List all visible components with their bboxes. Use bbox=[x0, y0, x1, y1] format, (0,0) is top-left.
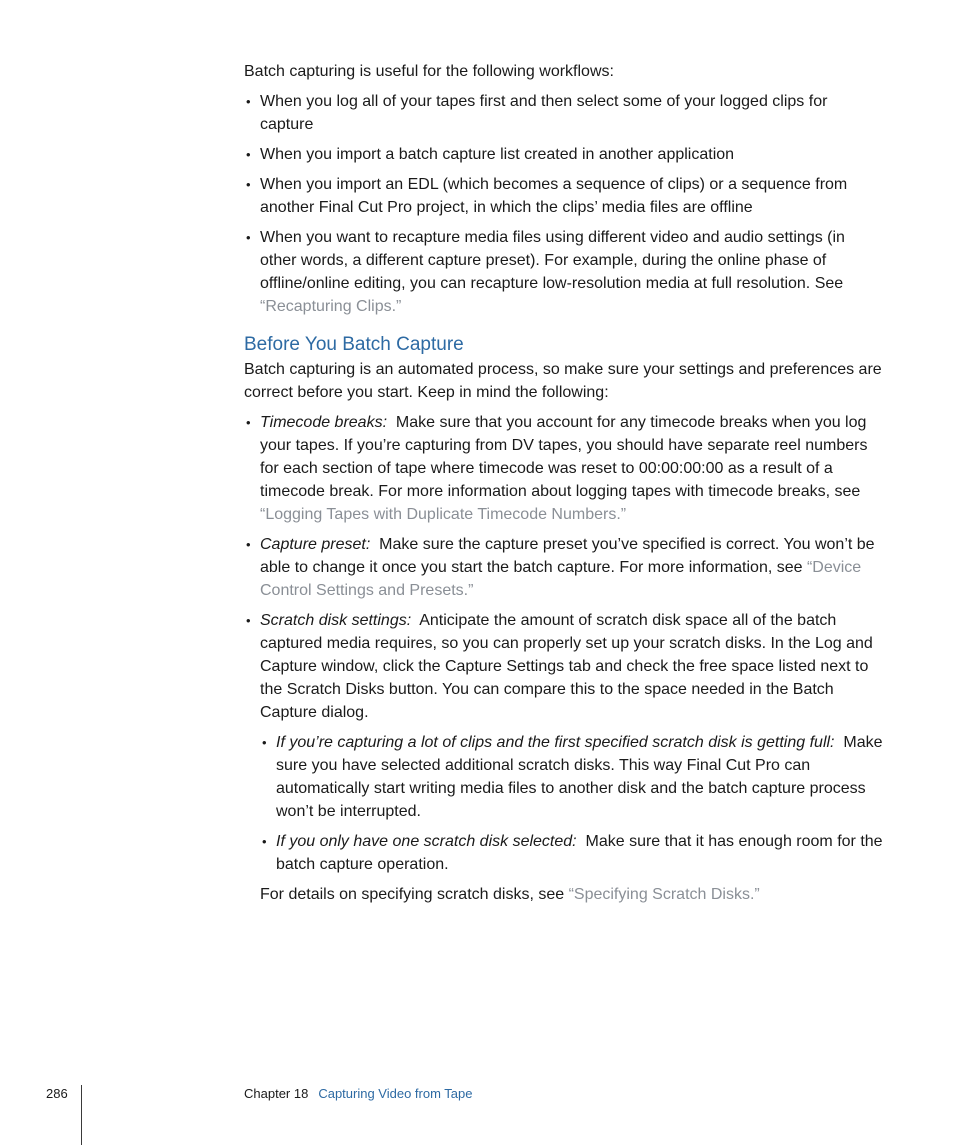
list-item: • When you import a batch capture list created in another application bbox=[244, 143, 884, 166]
intro-paragraph: Batch capturing is useful for the following workflows: bbox=[244, 63, 614, 80]
device-control-link[interactable]: “Device Control Settings and Presets.” bbox=[260, 559, 862, 599]
scratch-disks-link[interactable]: “Specifying Scratch Disks.” bbox=[568, 886, 760, 903]
list-item: • Scratch disk settings: Anticipate the amount of scratch disk space all of the batch captured media requires, so you can properly set up your scratch disks. In the Log and Capture window, click the Capture Settings tab and check the free space listed next to the Scratch Disks button. You can compare this to the space needed in the Batch Capture dialog. • If you’re capturing a lot of clips and the first specified scratch disk is getting full: Make sure you have selected additional scratch disks. This way Final Cut Pro can automatically start writing media files to another disk and the batch capture process won’t be interrupted. • If you only have one scratch disk selected: Make sure that it has enough room for the batch capture operation. For details on specifying scratch disks, see “Specifying Scratch Disks.” bbox=[244, 609, 884, 906]
list-item: • When you want to recapture media files using different video and audio settings (in other words, a different capture preset). For example, during the online phase of offline/online editing, you can recapture low-resolution media at full resolution. See “Recapturing Clips.” bbox=[244, 226, 884, 318]
list-item: • When you import an EDL (which becomes a sequence of clips) or a sequence from another Final Cut Pro project, in which the clips’ media files are offline bbox=[244, 173, 884, 219]
item-term: If you’re capturing a lot of clips and the first specified scratch disk is getting full: bbox=[276, 734, 835, 751]
list-item: • If you only have one scratch disk selected: Make sure that it has enough room for the batch capture operation. bbox=[260, 830, 884, 876]
chapter-label: Chapter 18 bbox=[244, 1086, 309, 1101]
section-heading: Before You Batch Capture bbox=[244, 334, 464, 355]
page-number: 286 bbox=[46, 1086, 68, 1101]
chapter-title-link[interactable]: Capturing Video from Tape bbox=[318, 1086, 473, 1101]
item-term: Capture preset: bbox=[260, 536, 371, 553]
item-term: Timecode breaks: bbox=[260, 414, 388, 431]
logging-tapes-link[interactable]: “Logging Tapes with Duplicate Timecode Numbers.” bbox=[260, 506, 627, 523]
page-content bbox=[244, 60, 884, 913]
section-intro-paragraph: Batch capturing is an automated process, so make sure your settings and preferences are correct before you start. Keep in mind the following: bbox=[244, 361, 882, 401]
item-term: Scratch disk settings: bbox=[260, 612, 412, 629]
list-item: • Capture preset: Make sure the capture preset you’ve specified is correct. You won’t be able to change it once you start the batch capture. For more information, see “Device Control Settings and Presets.” bbox=[244, 533, 884, 602]
footer-chapter bbox=[244, 1086, 473, 1101]
workflow-list bbox=[244, 90, 884, 318]
list-item: • When you log all of your tapes first and then select some of your logged clips for capture bbox=[244, 90, 884, 136]
list-item: • Timecode breaks: Make sure that you account for any timecode breaks when you log your tapes. If you’re capturing from DV tapes, you should have separate reel numbers for each section of tape where timecode was reset to 00:00:00:00 as a result of a timecode break. For more information about logging tapes with timecode breaks, see “Logging Tapes with Duplicate Timecode Numbers.” bbox=[244, 411, 884, 526]
details-paragraph: For details on specifying scratch disks, see “Specifying Scratch Disks.” bbox=[260, 886, 760, 903]
footer-divider bbox=[81, 1085, 82, 1145]
recapturing-clips-link[interactable]: “Recapturing Clips.” bbox=[260, 298, 402, 315]
list-item: • If you’re capturing a lot of clips and the first specified scratch disk is getting full: Make sure you have selected additional scratch disks. This way Final Cut Pro can automatically start writing media files to another disk and the batch capture process won’t be interrupted. bbox=[260, 731, 884, 823]
scratch-disk-sublist bbox=[260, 731, 884, 876]
item-term: If you only have one scratch disk selected: bbox=[276, 833, 577, 850]
considerations-list bbox=[244, 411, 884, 906]
